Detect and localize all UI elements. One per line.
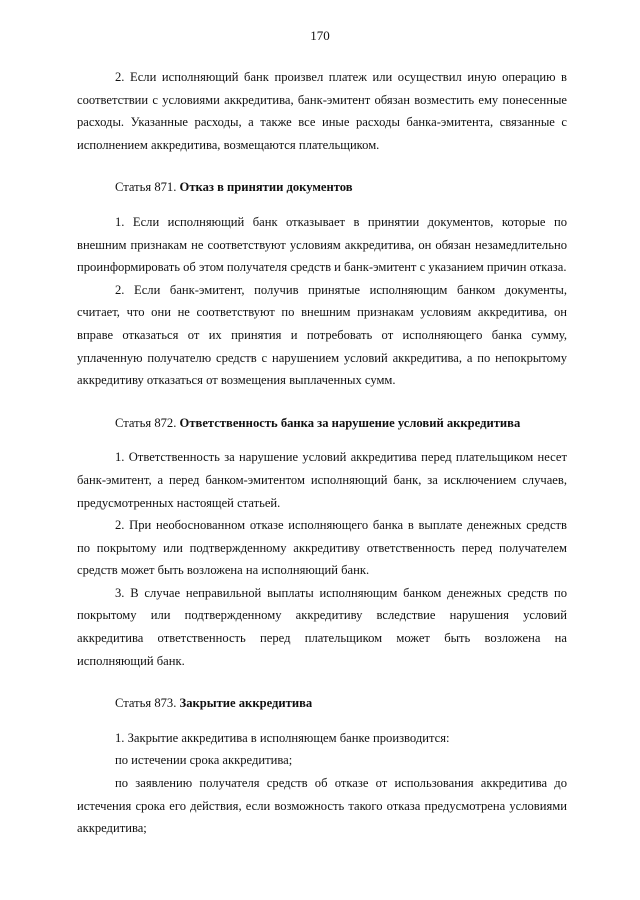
paragraph: 2. Если банк-эмитент, получив принятые исполняющим банком документы, считает, что они не соответствуют по внешним признакам условиям аккредитива, он вправе отказаться от их принятия и потребовать от исполняющего банка сумму, уплаченную получателю средств с нарушением условий аккредитива, а по непокрытому аккредитиву отказаться от возмещения выплаченных сумм. [77,282,567,388]
paragraph: 2. При необоснованном отказе исполняющего банка в выплате денежных средств по покрытому или подтвержденному аккредитиву ответственность перед получателем средств может быть возложена на исполняющий банк. [77,518,567,578]
article-heading-873 [77,692,567,715]
article-heading-872 [77,412,567,435]
document-body [77,66,567,840]
article-number: Статья 873. [115,696,177,711]
paragraph: 1. Ответственность за нарушение условий аккредитива перед плательщиком несет банк-эмитент, а перед банком-эмитентом исполняющий банк, за исключением случаев, предусмотренных настоящей статьей. [77,450,567,510]
paragraph: 2. Если исполняющий банк произвел платеж или осуществил иную операцию в соответствии с условиями аккредитива, банк-эмитент обязан возместить ему понесенные расходы. Указанные расходы, а также все иные расходы банка-эмитента, связанные с исполнением аккредитива, возмещаются плательщиком. [77,70,567,152]
article-title: Закрытие аккредитива [179,696,313,711]
paragraph: 1. Если исполняющий банк отказывает в принятии документов, которые по внешним признакам не соответствуют условиям аккредитива, он обязан незамедлительно проинформировать об этом получателя средств и банк-эмитент с указанием причин отказа. [77,214,567,275]
paragraph: 3. В случае неправильной выплаты исполняющим банком денежных средств по покрытому или подтвержденному аккредитиву вследствие нарушения условий аккредитива ответственность перед плательщиком может быть возложена на исполняющий банк. [77,585,567,668]
paragraph: по истечении срока аккредитива; [115,753,293,768]
paragraph: по заявлению получателя средств об отказе от использования аккредитива до истечения срока его действия, если возможность такого отказа предусмотрена условиями аккредитива; [77,776,567,836]
paragraph: 1. Закрытие аккредитива в исполняющем банке производится: [115,730,450,745]
article-title: Ответственность банка за нарушение условий аккредитива [179,415,521,430]
article-number: Статья 871. [115,180,177,195]
page-number: 170 [310,28,330,43]
article-number: Статья 872. [115,415,177,430]
article-title: Отказ в принятии документов [179,180,353,195]
article-heading-871 [77,176,567,199]
